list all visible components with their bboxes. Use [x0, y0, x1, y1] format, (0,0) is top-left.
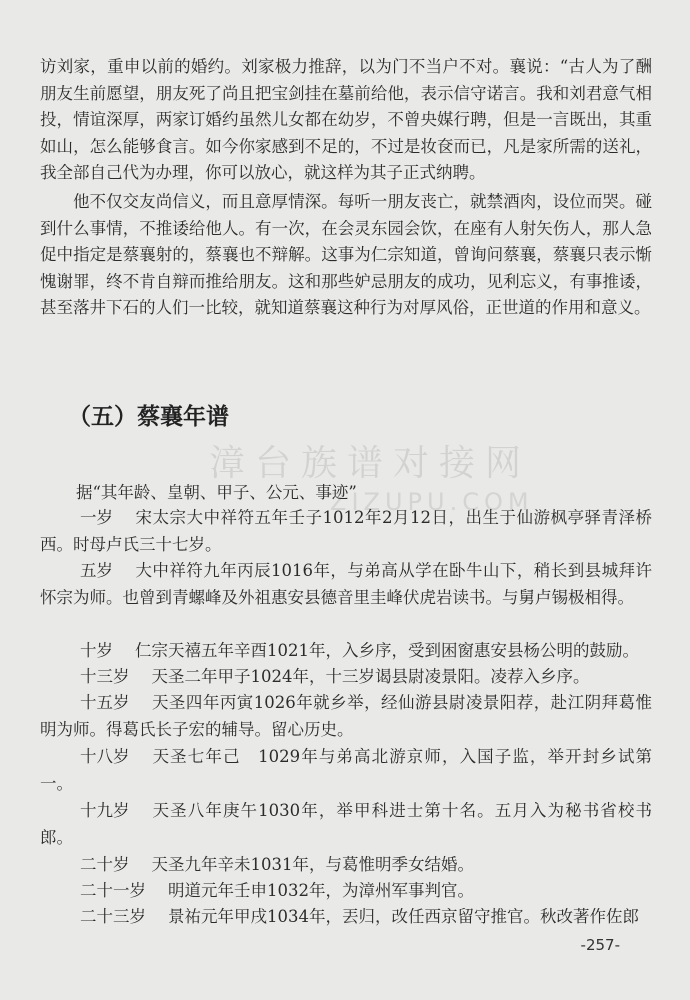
chronology-entry [40, 558, 652, 611]
entry-age: 十三岁 [80, 667, 130, 686]
chronology-intro: 据“其年龄、皇朝、甲子、公元、事迹” [76, 483, 357, 502]
entry-age: 十五岁 [80, 693, 130, 712]
chronology-entry [40, 798, 652, 851]
entry-text: 大中祥符九年丙辰1016年，与弟高从学在卧牛山下，稍长到县城拜许怀宗为师。也曾到青螺峰及外祖惠安县德音里圭峰伏虎岩读书。与舅卢锡极相得。 [40, 561, 652, 607]
body-paragraph: 访刘家，重申以前的婚约。刘家极力推辞，以为门不当户不对。襄说：“古人为了酬朋友生前愿望，朋友死了尚且把宝剑挂在墓前给他，表示信守诺言。我和刘君意气相投，情谊深厚，两家订婚约虽然儿女都在幼岁，不曾央媒行聘，但是一言既出，其重如山，怎么能够食言。如今你家感到不足的，不过是妆奁而已，凡是家所需的送礼，我全部自己代为办理，你可以放心，就这样为其子正式纳聘。 [40, 57, 652, 182]
chronology-entry [40, 638, 652, 665]
entry-age: 十九岁 [80, 801, 130, 820]
entry-text: 仁宗天禧五年辛酉1021年，入乡序，受到困窗惠安县杨公明的鼓励。 [135, 641, 639, 660]
entry-age: 二十一岁 [80, 881, 146, 900]
watermark-url: ZIZUPU.COM [330, 488, 534, 516]
entry-age: 十岁 [80, 641, 113, 660]
chronology-entry [40, 904, 652, 931]
entry-text: 天圣二年甲子1024年，十三岁谒县尉凌景阳。凌荐入乡序。 [151, 667, 590, 686]
entry-age: 一岁 [80, 508, 113, 527]
entry-text: 天圣八年庚午1030年，举甲科进士第十名。五月入为秘书省校书郎。 [40, 801, 652, 847]
chronology-entry [40, 664, 652, 691]
chronology-entry [40, 744, 652, 797]
entry-text: 天圣七年己 1029年与弟高北游京师，入国子监，举开封乡试第一。 [40, 747, 652, 793]
entry-age: 二十岁 [80, 855, 130, 874]
entry-text: 景祐元年甲戌1034年，丟归，改任西京留守推官。秋改著作佐郎 [168, 907, 639, 926]
entry-text: 天圣四年丙寅1026年就乡举，经仙游县尉凌景阳荐，赴江阴拜葛惟明为师。得葛氏长子宏的辅导。留心历史。 [40, 693, 652, 739]
watermark-text: 漳台族谱对接网 [208, 443, 531, 484]
entry-text: 天圣九年辛未1031年，与葛惟明季女结婚。 [151, 855, 474, 874]
chronology-entry [40, 690, 652, 743]
page-number: -257- [580, 936, 620, 954]
body-paragraph: 他不仅交友尚信义，而且意厚情深。每听一朋友丧亡，就禁酒肉，设位而哭。碰到什么事情，不推诿给他人。有一次，在会灵东园会饮，在座有人射矢伤人，那人急促中指定是蔡襄射的，蔡襄也不辩解。这事为仁宗知道，曾询问蔡襄，蔡襄只表示惭愧谢罪，终不肯自辩而推给朋友。这和那些妒忌朋友的成功，见利忘义，有事推诿，甚至落井下石的人们一比较，就知道蔡襄这种行为对厚风俗，正世道的作用和意义。 [40, 192, 652, 317]
chronology-entry [40, 852, 652, 879]
entry-age: 二十三岁 [80, 907, 146, 926]
chronology-entry [40, 878, 652, 905]
section-title: （五）蔡襄年谱 [68, 404, 229, 430]
entry-age: 五岁 [80, 561, 113, 580]
entry-age: 十八岁 [80, 747, 130, 766]
entry-text: 宋太宗大中祥符五年壬子1012年2月12日，出生于仙游枫亭驿青泽桥西。时母卢氏三十七岁。 [40, 508, 652, 554]
chronology-entry [40, 505, 652, 558]
entry-text: 明道元年壬申1032年，为漳州军事判官。 [168, 881, 474, 900]
